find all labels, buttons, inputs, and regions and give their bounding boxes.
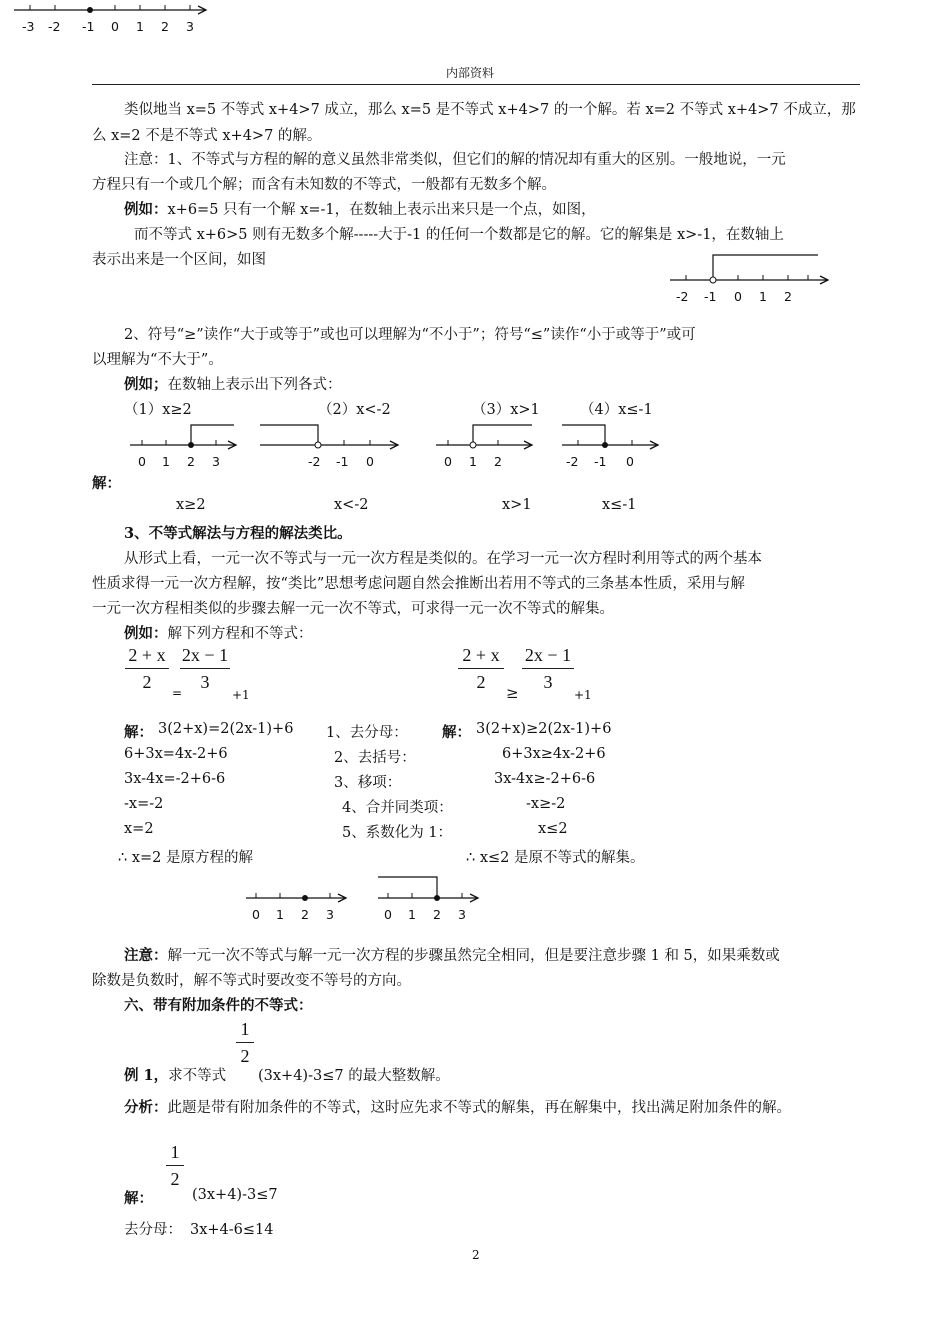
tick-label: -1 [704, 289, 717, 304]
analysis-text: 此题是带有附加条件的不等式，这时应先求不等式的解集，再在解集中，找出满足附加条件的解。 [167, 1100, 791, 1116]
tick-label: 3 [326, 907, 334, 922]
paragraph-line: 2、符号“≥”读作“大于或等于”或也可以理解为“不小于”；符号“≤”读作“小于或等于”或可 [124, 327, 696, 343]
example-label: 例如； [124, 376, 168, 393]
paragraph-line: 表示出来是一个区间，如图 [92, 252, 266, 268]
tick-label: 0 [111, 19, 119, 34]
tick-label: -3 [22, 19, 35, 34]
tick-label: -2 [308, 454, 321, 469]
paragraph-line [124, 1096, 791, 1117]
open-point [470, 442, 476, 448]
fraction-bar [236, 1042, 254, 1043]
solution-label: 解： [124, 724, 153, 741]
fraction-numerator: 1 [240, 1019, 250, 1039]
paragraph-line: 注意：1、不等式与方程的解的意义虽然非常类似，但它们的解的情况却有重大的区别。一般地说，一元 [124, 152, 786, 168]
step-text: 3x+4-6≤14 [190, 1222, 274, 1238]
answer-1: x≥2 [176, 497, 206, 513]
fraction-denominator: 2 [476, 672, 486, 692]
fraction-bar [522, 668, 574, 669]
fraction-denominator: 3 [543, 672, 553, 692]
equation-step: 6+3x=4x-2+6 [124, 746, 228, 762]
paragraph-line: 而不等式 x+6>5 则有无数多个解-----大于-1 的任何一个数都是它的解。它的解集是 x>-1，在数轴上 [134, 227, 784, 243]
step-name: 4、合并同类项： [342, 800, 453, 816]
tick-label: 0 [138, 454, 146, 469]
top-number-line [0, 0, 220, 40]
example-text: 在数轴上表示出下列各式： [167, 377, 342, 393]
tick-label: 2 [433, 907, 441, 922]
fraction-numerator: 2x − 1 [524, 645, 572, 665]
page-number: 2 [472, 1248, 480, 1262]
tick-label: 1 [136, 19, 144, 34]
fraction-right-2 [522, 643, 574, 694]
fraction-numerator: 2 + x [128, 645, 166, 665]
tick-label: 1 [759, 289, 767, 304]
paragraph-line: 么 x=2 不是不等式 x+4>7 的解。 [92, 128, 322, 144]
number-line-inequality [376, 872, 486, 926]
number-line-q3 [434, 420, 544, 472]
section-title: 3、不等式解法与方程的解法类比。 [124, 525, 352, 542]
paragraph-line: 从形式上看，一元一次不等式与一元一次方程是类似的。在学习一元一次方程时利用等式的两个基本 [124, 551, 762, 567]
tick-label: 0 [366, 454, 374, 469]
fraction-numerator: 2 + x [462, 645, 500, 665]
answer-4: x≤-1 [602, 497, 637, 513]
paragraph-line [124, 198, 596, 219]
fraction-right-1 [458, 643, 504, 694]
solution-label: 解： [124, 1190, 153, 1207]
fraction-left-1 [125, 643, 169, 694]
tick-label: 2 [301, 907, 309, 922]
equation-step: x=2 [124, 821, 154, 837]
number-line-q4 [560, 420, 670, 472]
tick-label: -2 [676, 289, 689, 304]
fraction-bar [125, 668, 169, 669]
example-text: 解下列方程和不等式： [167, 626, 313, 642]
equation-step: 3(2+x)=2(2x-1)+6 [158, 721, 294, 737]
tick-label: 3 [186, 19, 194, 34]
tick-label: -1 [82, 19, 95, 34]
fraction-bar [166, 1165, 184, 1166]
header-rule [92, 84, 860, 85]
equation-step: 3x-4x=-2+6-6 [124, 771, 226, 787]
tick-label: 0 [444, 454, 452, 469]
example-label: 例如： [124, 625, 168, 642]
section-title: 六、带有附加条件的不等式： [124, 997, 313, 1014]
paragraph-line [124, 373, 342, 394]
tick-label: 0 [252, 907, 260, 922]
solution-text: (3x+4)-3≤7 [192, 1187, 278, 1203]
fraction-denominator: 2 [142, 672, 152, 692]
example-label: 例 1， [124, 1067, 169, 1084]
question-1: （1）x≥2 [124, 402, 192, 418]
equation-step: -x=-2 [124, 796, 164, 812]
question-3: （3）x>1 [472, 402, 540, 418]
solid-point [602, 442, 608, 448]
number-line-q2 [258, 420, 408, 472]
fraction-bar [458, 668, 504, 669]
tick-label: -1 [594, 454, 607, 469]
tick-label: -2 [566, 454, 579, 469]
solution-label: 解： [92, 475, 121, 492]
open-point [315, 442, 321, 448]
step-name: 3、移项： [334, 775, 402, 791]
solid-point [302, 895, 308, 901]
example-label: 例如： [124, 201, 168, 218]
tick-label: 3 [458, 907, 466, 922]
paragraph-line: 性质求得一元一次方程解，按“类比”思想考虑问题自然会推断出若用不等式的三条基本性质，采用与解 [92, 576, 745, 592]
paragraph-line [124, 622, 313, 643]
fraction-denominator: 2 [170, 1169, 180, 1189]
tick-label: 2 [187, 454, 195, 469]
fraction-half [166, 1140, 184, 1191]
example-1-rest: (3x+4)-3≤7 的最大整数解。 [258, 1068, 450, 1084]
tick-label: 2 [784, 289, 792, 304]
solution-label: 解： [442, 724, 471, 741]
fraction-denominator: 2 [240, 1046, 250, 1066]
open-point [710, 277, 716, 283]
solid-point [188, 442, 194, 448]
tick-label: -2 [48, 19, 61, 34]
tick-label: 2 [494, 454, 502, 469]
paragraph-line: 除数是负数时，解不等式时要改变不等号的方向。 [92, 973, 411, 989]
tick-label: 1 [408, 907, 416, 922]
page-header: 内部资料 [446, 66, 495, 80]
step-name: 5、系数化为 1： [342, 825, 453, 841]
example-1 [124, 1064, 226, 1085]
fraction-bar [180, 668, 230, 669]
tick-label: 0 [384, 907, 392, 922]
tick-label: -1 [336, 454, 349, 469]
tick-label: 2 [161, 19, 169, 34]
answer-3: x>1 [502, 497, 532, 513]
answer-2: x<-2 [334, 497, 369, 513]
tick-label: 1 [469, 454, 477, 469]
analysis-label: 分析： [124, 1099, 168, 1116]
tick-label: 0 [734, 289, 742, 304]
fraction-denominator: 3 [200, 672, 210, 692]
step-name: 去分母： [124, 1222, 182, 1238]
tick-label: 3 [212, 454, 220, 469]
fraction-numerator: 2x − 1 [181, 645, 229, 665]
fraction-half [236, 1017, 254, 1068]
equals-sign: = [172, 686, 183, 700]
inequality-step: -x≥-2 [526, 796, 566, 812]
last-step [124, 1218, 274, 1239]
paragraph-line: 类似地当 x=5 不等式 x+4>7 成立，那么 x=5 是不等式 x+4>7 的一个解。若 x=2 不等式 x+4>7 不成立，那 [124, 102, 856, 118]
plus-one: +1 [232, 688, 250, 702]
conclusion-inequality: ∴ x≤2 是原不等式的解集。 [466, 850, 645, 866]
example-text: x+6=5 只有一个解 x=-1，在数轴上表示出来只是一个点，如图， [167, 202, 596, 218]
paragraph-line: 一元一次方程相类似的步骤去解一元一次不等式，可求得一元一次不等式的解集。 [92, 601, 614, 617]
question-4: （4）x≤-1 [580, 402, 653, 418]
number-line-equation [244, 880, 354, 926]
tick-label: 1 [162, 454, 170, 469]
paragraph-line: 方程只有一个或几个解；而含有未知数的不等式，一般都有无数多个解。 [92, 177, 556, 193]
plus-one: +1 [574, 688, 592, 702]
fraction-left-2 [180, 643, 230, 694]
inequality-step: 6+3x≥4x-2+6 [502, 746, 606, 762]
inequality-step: 3x-4x≥-2+6-6 [494, 771, 596, 787]
number-line-q1 [128, 420, 248, 472]
conclusion-equation: ∴ x=2 是原方程的解 [118, 850, 253, 866]
paragraph-line: 以理解为“不大于”。 [92, 352, 223, 368]
number-line-gt-minus1 [668, 250, 838, 306]
tick-label: 1 [276, 907, 284, 922]
greater-equal-sign: ≥ [506, 684, 519, 702]
tick-label: 0 [626, 454, 634, 469]
note-label: 注意： [124, 947, 168, 964]
example-text: 求不等式 [168, 1068, 227, 1084]
solid-point [87, 7, 93, 13]
note-text: 解一元一次不等式与解一元一次方程的步骤虽然完全相同，但是要注意步骤 1 和 5，如果乘数或 [167, 948, 780, 964]
inequality-step: 3(2+x)≥2(2x-1)+6 [476, 721, 612, 737]
fraction-numerator: 1 [170, 1142, 180, 1162]
inequality-step: x≤2 [538, 821, 568, 837]
step-name: 1、去分母： [326, 725, 408, 741]
paragraph-line [124, 944, 780, 965]
question-2: （2）x<-2 [318, 402, 391, 418]
solid-point [434, 895, 440, 901]
step-name: 2、去括号： [334, 750, 416, 766]
